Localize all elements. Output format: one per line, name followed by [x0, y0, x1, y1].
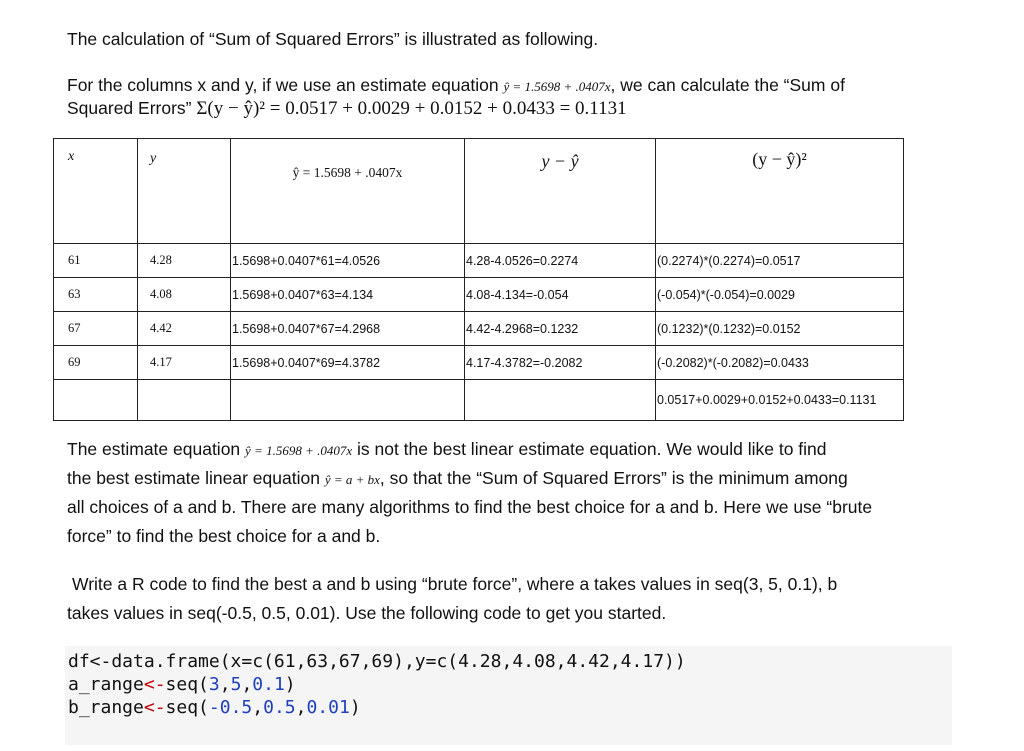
cell-empty — [138, 380, 231, 421]
para2-l2b: , so that the “Sum of Squared Errors” is the minimum among — [379, 468, 848, 488]
table-row — [54, 244, 904, 278]
header-yhat — [231, 139, 465, 244]
cell-empty — [465, 380, 656, 421]
code-assign: <- — [143, 697, 166, 718]
table-header-row — [54, 139, 904, 244]
cell-empty — [231, 380, 465, 421]
cell-x: 67 — [54, 312, 138, 346]
cell-empty — [54, 380, 138, 421]
cell-yhat: 1.5698+0.0407*63=4.134 — [231, 278, 465, 312]
table-row — [54, 312, 904, 346]
code-num: 5 — [230, 674, 242, 695]
code-var: b_range — [68, 697, 144, 718]
para1-equation: ŷ = 1.5698 + .0407x — [503, 79, 611, 94]
code-comma: , — [252, 697, 264, 718]
cell-total: 0.0517+0.0029+0.0152+0.0433=0.1131 — [656, 380, 904, 421]
cell-x: 63 — [54, 278, 138, 312]
para1-line2 — [67, 97, 627, 120]
code-comma: , — [295, 697, 307, 718]
code-num: 0.1 — [252, 674, 285, 695]
sse-formula: Σ(y − ŷ)² = 0.0517 + 0.0029 + 0.0152 + 0.0433 = 0.1131 — [196, 98, 627, 119]
cell-diff: 4.28-4.0526=0.2274 — [465, 244, 656, 278]
header-diff — [465, 139, 656, 244]
header-sq-text: (y − ŷ)² — [752, 149, 807, 169]
table-row — [54, 278, 904, 312]
table-row — [54, 346, 904, 380]
cell-yhat: 1.5698+0.0407*61=4.0526 — [231, 244, 465, 278]
cell-y: 4.08 — [138, 278, 231, 312]
cell-sq: (0.1232)*(0.1232)=0.0152 — [656, 312, 904, 346]
cell-y: 4.28 — [138, 244, 231, 278]
para2-l1b: is not the best linear estimate equation. We would like to find — [352, 439, 827, 459]
para1-text-b: , we can calculate the “Sum of — [610, 75, 845, 95]
code-assign: <- — [143, 674, 166, 695]
code-paren: ) — [349, 697, 361, 718]
para3-line2: takes values in seq(-0.5, 0.5, 0.01). Use the following code to get you started. — [67, 603, 667, 623]
para2-eq1: ŷ = 1.5698 + .0407x — [245, 443, 353, 458]
cell-yhat: 1.5698+0.0407*69=4.3782 — [231, 346, 465, 380]
para2-line1 — [67, 438, 827, 462]
code-num: 0.01 — [306, 697, 350, 718]
cell-x: 69 — [54, 346, 138, 380]
cell-diff: 4.08-4.134=-0.054 — [465, 278, 656, 312]
code-comma: , — [219, 674, 231, 695]
header-sq — [656, 139, 904, 244]
header-diff-text: y − ŷ — [541, 151, 579, 171]
code-fn: seq( — [165, 674, 209, 695]
table-total-row — [54, 380, 904, 421]
para2-line3: all choices of a and b. There are many algorithms to find the best choice for a and b. Here we use “brute — [67, 497, 873, 517]
code-paren: ) — [284, 674, 296, 695]
cell-x: 61 — [54, 244, 138, 278]
para3-line1: Write a R code to find the best a and b using “brute force”, where a takes values in seq(3, 5, 0.1), b — [72, 574, 838, 594]
code-num: 0.5 — [263, 697, 296, 718]
code-var: a_range — [68, 674, 144, 695]
code-line-1: df<-data.frame(x=c(61,63,67,69),y=c(4.28,4.08,4.42,4.17)) — [68, 651, 686, 672]
code-fn: seq( — [165, 697, 209, 718]
cell-yhat: 1.5698+0.0407*67=4.2968 — [231, 312, 465, 346]
code-line-2 — [68, 673, 296, 696]
code-line-3 — [68, 696, 361, 719]
cell-sq: (0.2274)*(0.2274)=0.0517 — [656, 244, 904, 278]
code-num: 3 — [208, 674, 220, 695]
para1-text-a: For the columns x and y, if we use an estimate equation — [67, 75, 504, 95]
para1-line2-prefix: Squared Errors” — [67, 98, 197, 118]
cell-sq: (-0.054)*(-0.054)=0.0029 — [656, 278, 904, 312]
para2-eq2: ŷ = a + bx — [324, 472, 380, 487]
cell-sq: (-0.2082)*(-0.2082)=0.0433 — [656, 346, 904, 380]
header-x: x — [54, 139, 138, 244]
cell-diff: 4.17-4.3782=-0.2082 — [465, 346, 656, 380]
para1-line1 — [67, 74, 845, 98]
cell-diff: 4.42-4.2968=0.1232 — [465, 312, 656, 346]
header-y: y — [138, 139, 231, 244]
para2-l2a: the best estimate linear equation — [67, 468, 325, 488]
para2-l1a: The estimate equation — [67, 439, 246, 459]
header-yhat-text: ŷ = 1.5698 + .0407x — [292, 165, 403, 180]
cell-y: 4.17 — [138, 346, 231, 380]
cell-y: 4.42 — [138, 312, 231, 346]
intro-text: The calculation of “Sum of Squared Errors” is illustrated as following. — [67, 29, 599, 49]
para2-line2 — [67, 467, 848, 491]
para2-line4: force” to find the best choice for a and b. — [67, 526, 381, 546]
code-num: -0.5 — [208, 697, 253, 718]
sse-table — [53, 138, 904, 421]
code-comma: , — [241, 674, 253, 695]
